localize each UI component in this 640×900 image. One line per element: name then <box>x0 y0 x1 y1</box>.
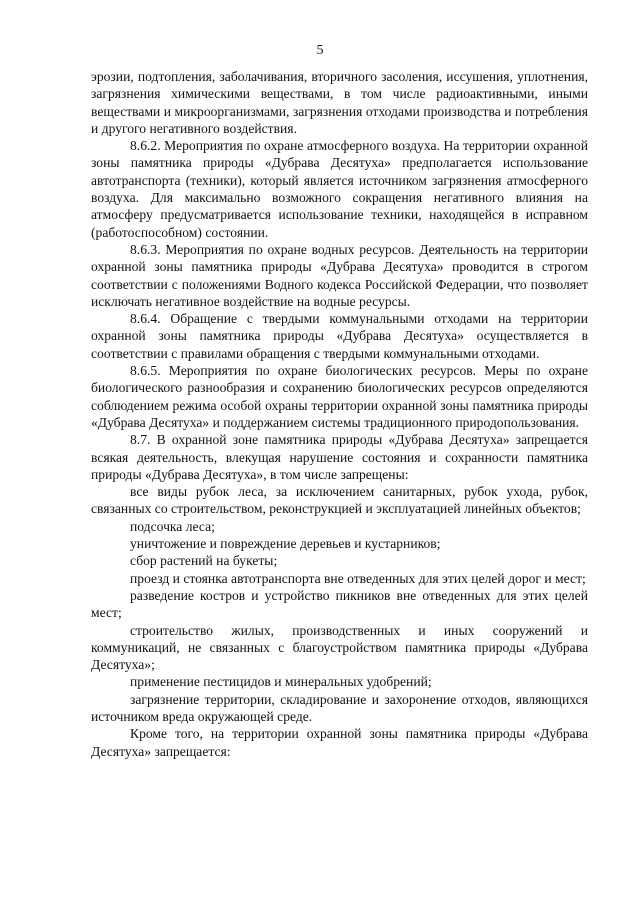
list-item-construction: строительство жилых, производственных и иных сооружений и коммуникаций, не связанных с благоустройством памятника природы «Дубрава Десятуха»; <box>91 622 588 673</box>
list-item-tapping: подсочка леса; <box>130 518 215 534</box>
list-item-vehicle-traffic: проезд и стоянка автотранспорта вне отведенных для этих целей дорог и мест; <box>130 570 586 586</box>
list-item-pesticides: применение пестицидов и минеральных удобрений; <box>130 674 432 690</box>
list-item-flower-picking: сбор растений на букеты; <box>130 553 278 569</box>
paragraph-8-7-prohibitions: 8.7. В охранной зоне памятника природы «Дубрава Десятуха» запрещается всякая деятельность, влекущая нарушение состояния и сохранности памятника природы «Дубрава Десятуха», в том числе запрещены: <box>91 432 588 482</box>
paragraph-soil-protection-continued: эрозии, подтопления, заболачивания, вторичного засоления, иссушения, уплотнения, загрязнения химическими веществами, в том числе радиоактивными, иными веществами и микроорганизмами, загрязнения отходами производства и потребления и другого негативного воздействия. <box>91 69 588 136</box>
list-item-tree-damage: уничтожение и повреждение деревьев и кустарников; <box>130 536 441 552</box>
list-item-campfires: разведение костров и устройство пикников вне отведенных для этих целей мест; <box>91 587 588 621</box>
page-number: 5 <box>316 43 324 58</box>
paragraph-8-6-2-air-protection: 8.6.2. Мероприятия по охране атмосферного воздуха. На территории охранной зоны памятника природы «Дубрава Десятуха» предполагается использование автотранспорта (техники), который является источником загрязнения атмосферного воздуха. Для максимально возможного сокращения негативного влияния на атмосферу предусматривается использование техники, находящейся в исправном (работоспособном) состоянии. <box>91 138 588 240</box>
paragraph-8-6-4-waste-handling: 8.6.4. Обращение с твердыми коммунальными отходами на территории охранной зоны памятника природы «Дубрава Десятуха» осуществляется в соответствии с правилами обращения с твердыми коммунальными отходами. <box>91 311 588 361</box>
paragraph-additional-prohibitions: Кроме того, на территории охранной зоны памятника природы «Дубрава Десятуха» запрещается: <box>91 726 588 759</box>
list-item-pollution: загрязнение территории, складирование и захоронение отходов, являющихся источником вреда окружающей среде. <box>91 691 588 724</box>
paragraph-8-6-5-biological-resources: 8.6.5. Мероприятия по охране биологических ресурсов. Меры по охране биологического разнообразия и сохранению биологических ресурсов определяются соблюдением режима особой охраны территории охранной зоны памятника природы «Дубрава Десятуха» и поддержанием системы традиционного природопользования. <box>91 363 588 430</box>
paragraph-8-6-3-water-protection: 8.6.3. Мероприятия по охране водных ресурсов. Деятельность на территории охранной зоны памятника природы «Дубрава Десятуха» проводится в строгом соответствии с положениями Водного кодекса Российской Федерации, что позволяет исключать негативное воздействие на водные ресурсы. <box>91 241 588 309</box>
list-item-logging: все виды рубок леса, за исключением санитарных, рубок ухода, рубок, связанных со строительством, реконструкцией и эксплуатацией линейных объектов; <box>91 484 588 517</box>
document-body <box>91 68 588 760</box>
